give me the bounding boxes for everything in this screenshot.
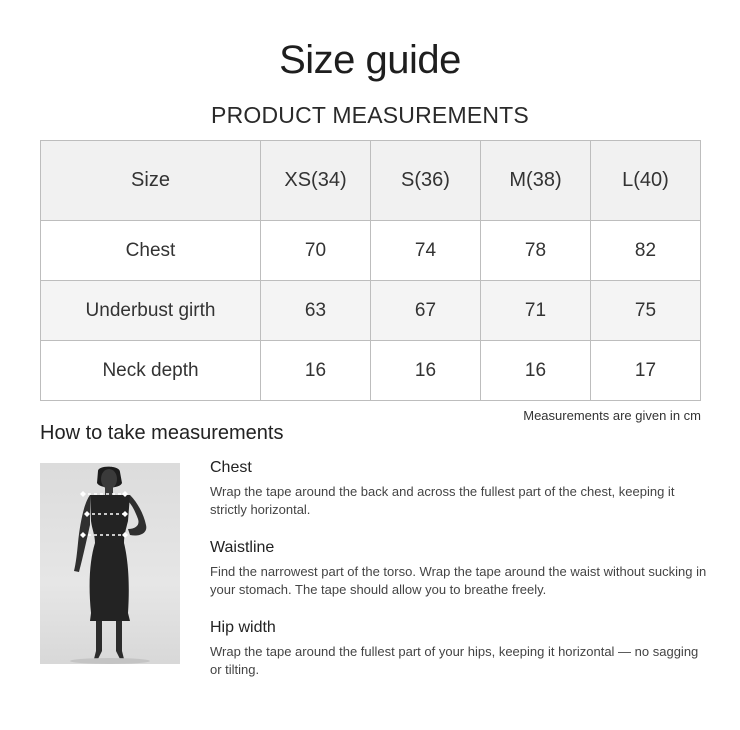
table-cell: 63: [261, 281, 371, 341]
measurement-steps: [210, 458, 710, 698]
units-note: Measurements are given in cm: [523, 408, 701, 423]
table-cell: 16: [481, 341, 591, 401]
header-cell-l: L(40): [591, 141, 701, 221]
page-title: Size guide: [279, 38, 461, 82]
table-cell: 82: [591, 221, 701, 281]
header-cell-xs: XS(34): [261, 141, 371, 221]
step-title: Hip width: [210, 619, 276, 636]
table-cell: 67: [371, 281, 481, 341]
header-cell-size: Size: [41, 141, 261, 221]
dress-model-measurement-figure-icon: [40, 463, 180, 664]
step-description: Wrap the tape around the fullest part of your hips, keeping it horizontal — no sagging or tilting.: [210, 644, 699, 677]
step-title: Chest: [210, 459, 252, 476]
table-row: [41, 341, 701, 401]
row-label-underbust: Underbust girth: [41, 281, 261, 341]
table-cell: 16: [371, 341, 481, 401]
row-label-neck-depth: Neck depth: [41, 341, 261, 401]
header-cell-s: S(36): [371, 141, 481, 221]
table-row: [41, 281, 701, 341]
step-hip-width: [210, 618, 710, 679]
table-row: [41, 221, 701, 281]
table-cell: 70: [261, 221, 371, 281]
section-subtitle: PRODUCT MEASUREMENTS: [211, 102, 529, 128]
table-cell: 17: [591, 341, 701, 401]
table-cell: 16: [261, 341, 371, 401]
table-cell: 71: [481, 281, 591, 341]
step-waistline: [210, 538, 710, 599]
table-cell: 78: [481, 221, 591, 281]
row-label-chest: Chest: [41, 221, 261, 281]
step-description: Wrap the tape around the back and across the fullest part of the chest, keeping it strictly horizontal.: [210, 484, 675, 517]
how-to-heading: How to take measurements: [40, 422, 284, 444]
header-cell-m: M(38): [481, 141, 591, 221]
step-chest: [210, 458, 710, 519]
table-cell: 75: [591, 281, 701, 341]
size-table: [40, 140, 701, 401]
table-cell: 74: [371, 221, 481, 281]
step-description: Find the narrowest part of the torso. Wrap the tape around the waist without sucking in your stomach. The tape should allow you to breathe freely.: [210, 564, 707, 597]
step-title: Waistline: [210, 539, 275, 556]
table-header-row: [41, 141, 701, 221]
